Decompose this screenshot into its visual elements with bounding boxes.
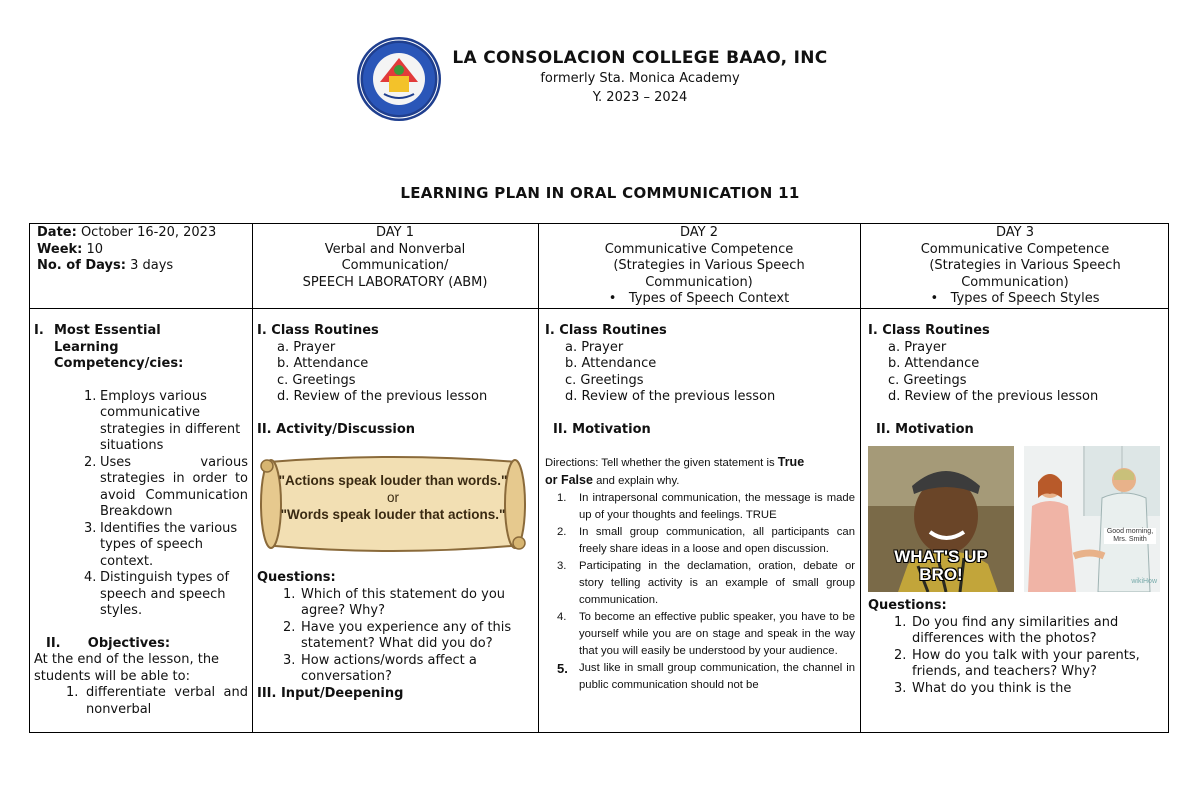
list-item: 1. In intrapersonal communication, the message is made up of your thoughts and feelings. TRUE <box>557 492 855 521</box>
day1-routines-title: I. Class Routines <box>257 323 379 338</box>
objectives-intro: At the end of the lesson, the students will be able to: <box>34 652 220 684</box>
week-label: Week: <box>37 241 83 257</box>
day2-routines-title: I. Class Routines <box>545 323 667 338</box>
list-item: 4. Distinguish types of speech and speech styles. <box>84 570 230 618</box>
day1-questions-title: Questions: <box>257 570 336 585</box>
meme-photo <box>868 446 1014 592</box>
list-item: 5. Just like in small group communication, the channel in public communication should not be <box>557 661 855 691</box>
meme-caption-line1: WHAT'S UP <box>894 547 988 566</box>
days-label: No. of Days: <box>37 258 126 273</box>
list-item: 2. Have you experience any of this statement? What did you do? <box>283 619 512 651</box>
week-value: 10 <box>86 241 104 257</box>
day2-routine-item: d. Review of the previous lesson <box>565 389 776 404</box>
day3-routine-item: c. Greetings <box>888 372 967 388</box>
quote-scroll-image <box>257 438 533 558</box>
day2-topic-line: Communicative Competence <box>604 241 794 257</box>
day3-questions-list <box>868 615 1164 698</box>
day1-column <box>257 323 533 733</box>
greeting-drawing <box>1024 446 1160 592</box>
day1-input-title: III. Input/Deepening <box>257 685 404 701</box>
scroll-quote-1: "Actions speak louder than words." <box>278 473 508 488</box>
day1-activity-title: II. Activity/Discussion <box>257 421 416 437</box>
day2-motivation-title: II. Motivation <box>553 421 651 437</box>
list-item: 2. In small group communication, all participants can freely share ideas in a loose and open discussion. <box>557 526 855 555</box>
day3-topic-line: Communicative Competence <box>920 241 1110 257</box>
school-former-name: formerly Sta. Monica Academy <box>540 71 740 86</box>
objectives-title: II. Objectives: <box>46 635 171 651</box>
day3-topic-line: Communication) <box>961 274 1069 290</box>
day1-header <box>254 225 536 291</box>
list-item: 1. Do you find any similarities and differences with the photos? <box>894 614 1119 646</box>
day3-routine-item: b. Attendance <box>888 356 980 371</box>
day2-routine-item: a. Prayer <box>565 339 624 355</box>
day2-statements-list <box>545 490 855 694</box>
day1-routine-item: c. Greetings <box>277 372 356 388</box>
list-item: 3. What do you think is the <box>894 680 1072 696</box>
day3-routines-title: I. Class Routines <box>868 323 990 338</box>
row-divider <box>30 308 1168 309</box>
scroll-or: or <box>386 490 399 505</box>
objectives-list <box>34 685 248 718</box>
meme-caption-line2: BRO! <box>919 565 963 584</box>
list-item: 4. To become an effective public speaker, you have to be yourself while you are on stage and speak in the way that you will easily be understood by your audience. <box>557 611 855 657</box>
day3-topic-line: (Strategies in Various Speech <box>929 258 1121 273</box>
school-seal-logo <box>356 36 442 122</box>
list-item: 3. How actions/words affect a conversation? <box>283 652 477 684</box>
nametag-text: Good morning, Mrs. Smith <box>1104 528 1156 544</box>
day1-routine-item: d. Review of the previous lesson <box>277 389 488 404</box>
document-header <box>0 0 1200 160</box>
day2-topic-line: Communication) <box>645 274 753 290</box>
day3-routine-item: d. Review of the previous lesson <box>888 389 1099 404</box>
competency-list <box>34 389 248 620</box>
list-item: 3. Participating in the declamation, oration, debate or story telling activity is an example of small group communication. <box>557 560 855 606</box>
days-value: 3 days <box>130 258 174 273</box>
column-divider <box>252 224 253 732</box>
list-item: 1. Which of this statement do you agree? Why? <box>283 586 506 618</box>
day1-topic-line: Verbal and Nonverbal <box>324 241 466 257</box>
greeting-illustration <box>1024 446 1160 592</box>
column-divider <box>860 224 861 732</box>
day3-questions-title: Questions: <box>868 598 947 613</box>
school-year: Y. 2023 – 2024 <box>592 90 688 105</box>
melc-section-title: I. Most Essential Learning Competency/cies: <box>34 323 184 371</box>
plan-info <box>37 225 247 275</box>
page-title: LEARNING PLAN IN ORAL COMMUNICATION 11 <box>400 184 800 202</box>
day1-questions-list <box>257 587 533 686</box>
day2-heading: DAY 2 <box>679 225 718 240</box>
day2-topic-line: (Strategies in Various Speech <box>613 258 805 273</box>
day3-header <box>862 225 1168 308</box>
day3-column <box>868 323 1164 733</box>
column-divider <box>538 224 539 732</box>
scroll-quote-2: "Words speak louder that actions." <box>280 507 506 522</box>
day1-routine-item: b. Attendance <box>277 356 369 371</box>
list-item: 2. Uses various strategies in order to avoid Communication Breakdown <box>84 454 248 519</box>
day2-directions: Directions: Tell whether the given statement is True or False and explain why. <box>545 455 805 487</box>
day2-routine-item: b. Attendance <box>565 356 657 371</box>
day3-photos <box>868 438 1164 598</box>
school-name: LA CONSOLACION COLLEGE BAAO, INC <box>452 48 828 68</box>
day1-heading: DAY 1 <box>375 225 414 240</box>
day3-topic-bullet: • Types of Speech Styles <box>930 291 1100 306</box>
list-item: 3. Identifies the various types of speech context. <box>84 520 238 569</box>
list-item: 1. differentiate verbal and nonverbal <box>66 685 248 717</box>
day3-motivation-title: II. Motivation <box>876 421 974 437</box>
day1-topic-line: SPEECH LABORATORY (ABM) <box>302 274 488 290</box>
date-label: Date: <box>37 225 77 240</box>
day2-column <box>545 323 855 733</box>
list-item: 2. How do you talk with your parents, friends, and teachers? Why? <box>894 647 1140 679</box>
day2-topic-bullet: • Types of Speech Context <box>608 291 790 306</box>
day1-routine-item: a. Prayer <box>277 339 336 355</box>
competencies-column <box>34 323 248 733</box>
watermark: wikiHow <box>1131 577 1157 585</box>
learning-plan-table <box>29 223 1169 733</box>
day3-heading: DAY 3 <box>995 225 1034 240</box>
day1-topic-line: Communication/ <box>341 258 449 273</box>
list-item: 1. Employs various communicative strategies in different situations <box>84 388 241 453</box>
day3-routine-item: a. Prayer <box>888 339 947 355</box>
day2-routine-item: c. Greetings <box>565 372 644 388</box>
day2-header <box>540 225 858 308</box>
date-value: October 16-20, 2023 <box>80 225 217 240</box>
